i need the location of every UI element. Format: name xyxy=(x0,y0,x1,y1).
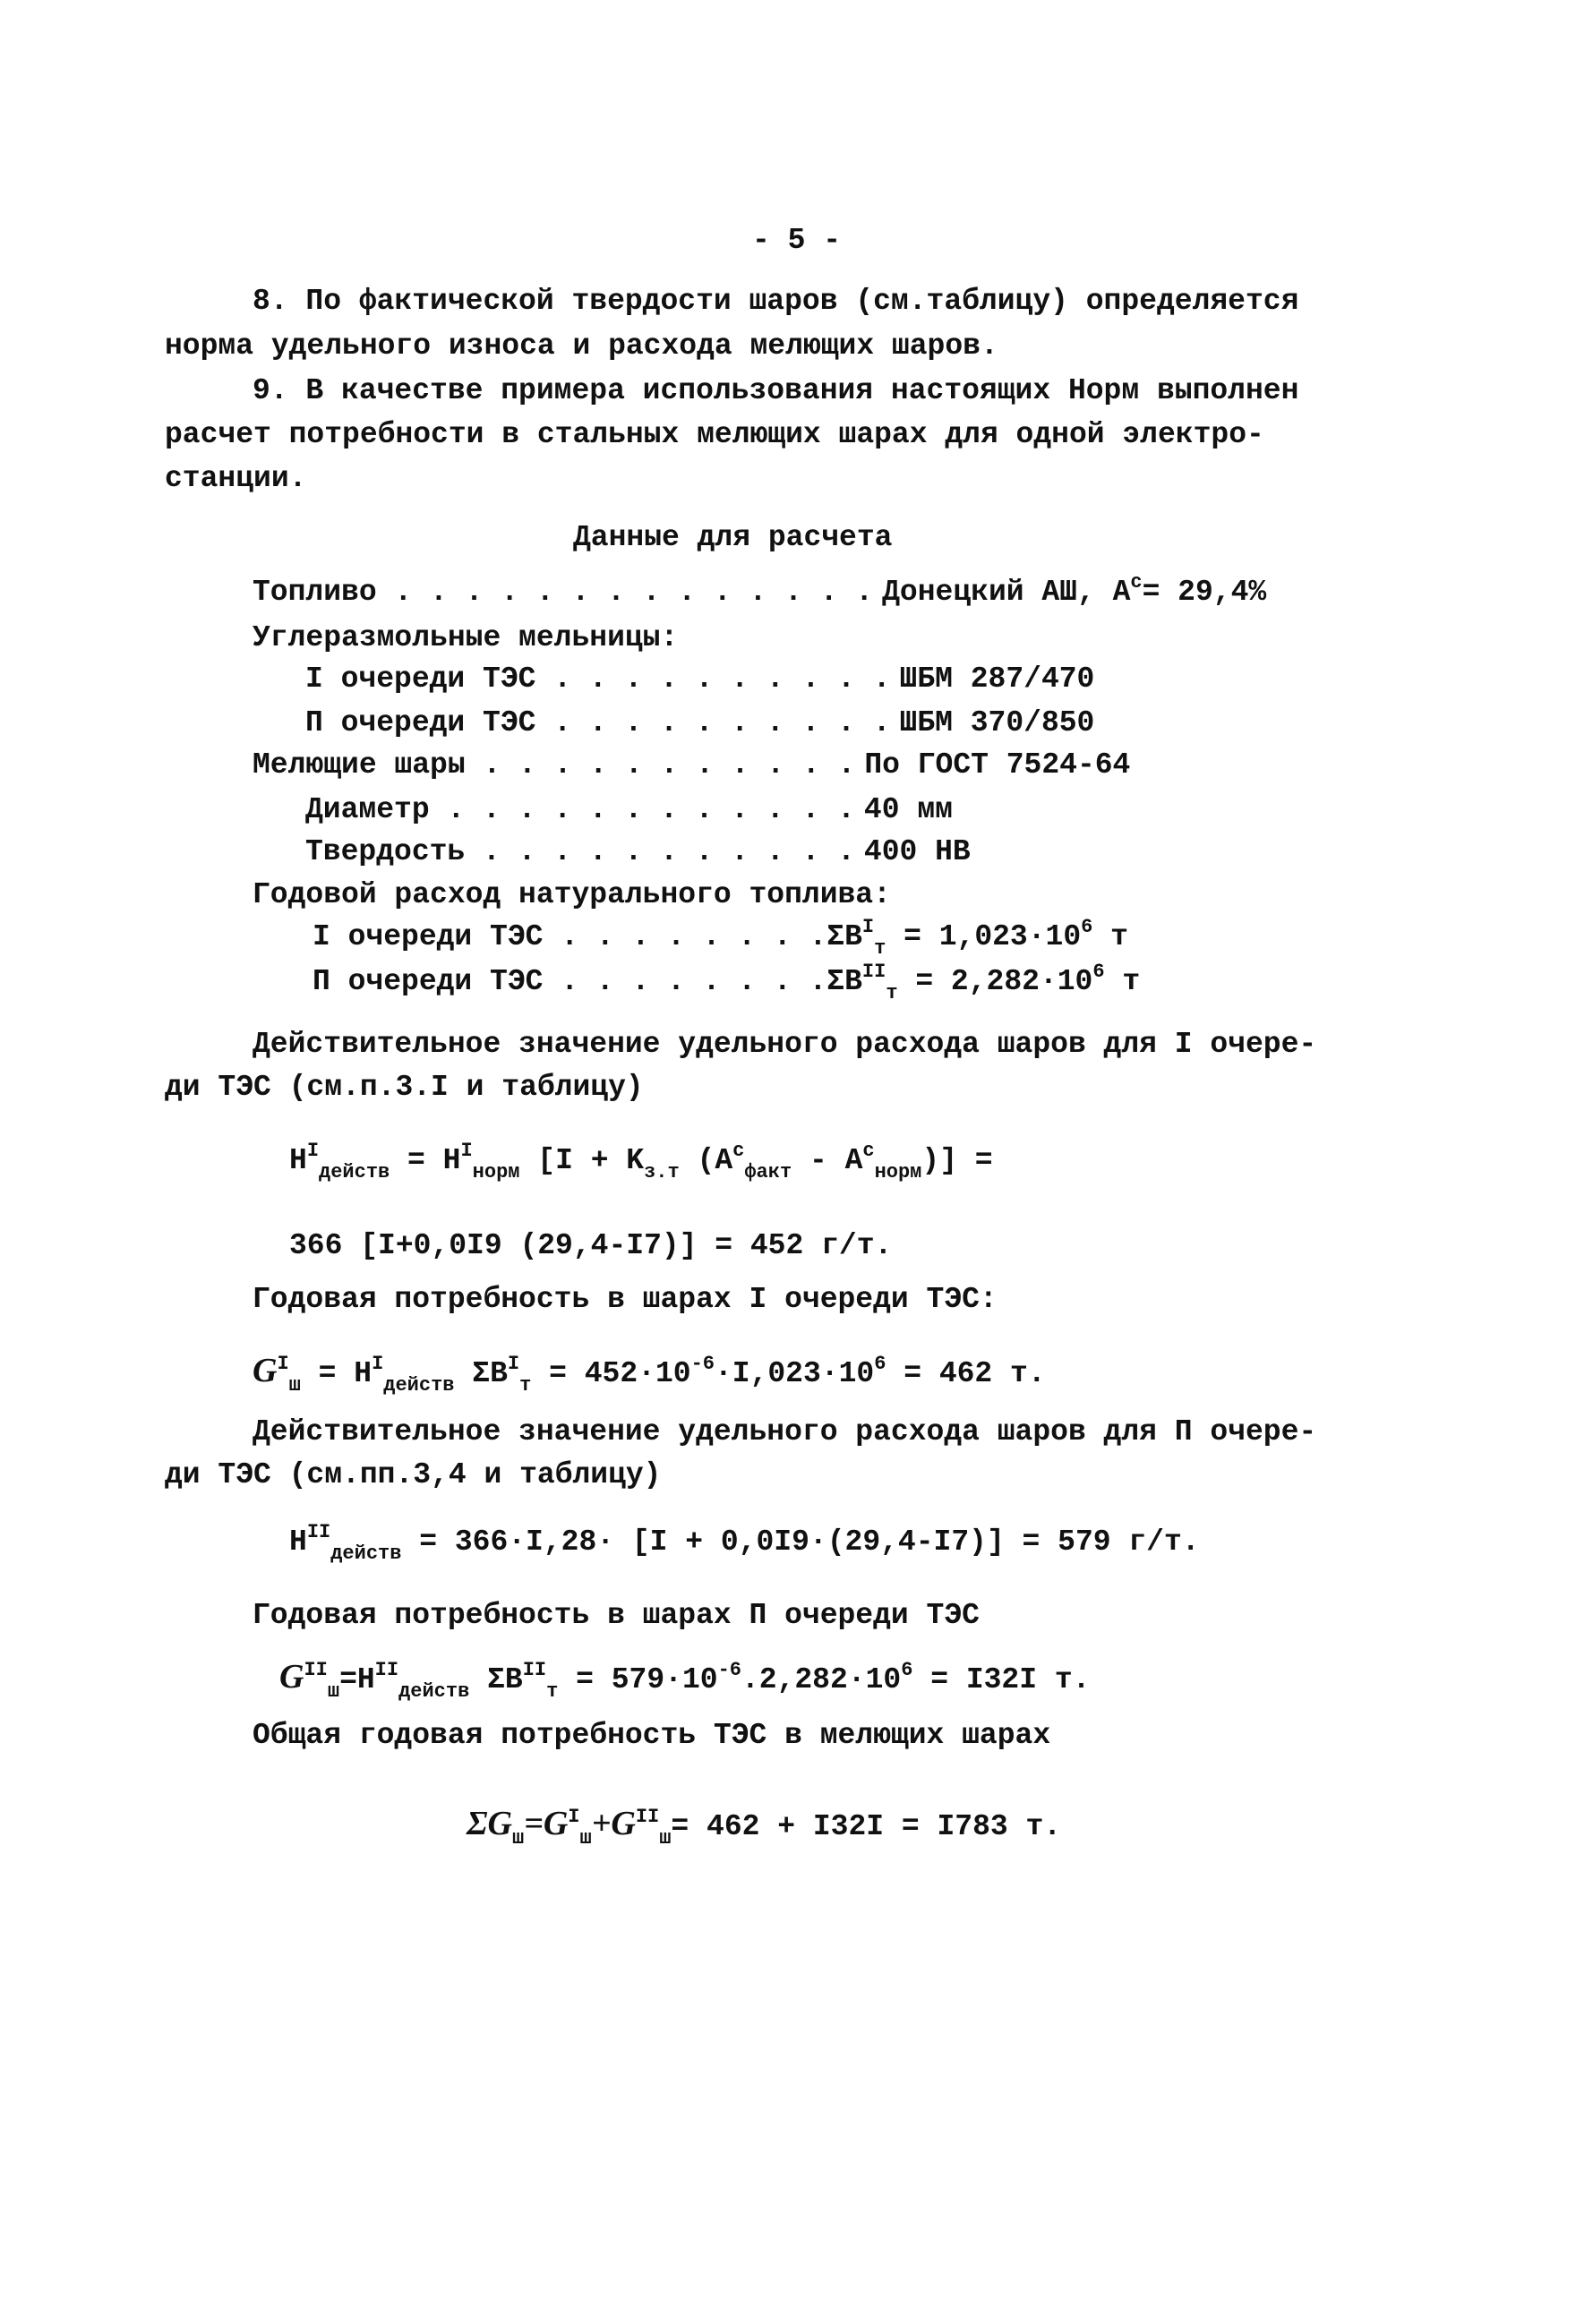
row-label: I очереди ТЭС . . . . . . . . xyxy=(313,920,827,953)
data-row-hardness xyxy=(305,837,971,867)
unit: т xyxy=(1092,920,1128,953)
row-label: Топливо . . . . . . . . . . . . . . xyxy=(253,576,874,609)
value: = 1,023·10 xyxy=(886,920,1082,953)
unit: т xyxy=(1104,965,1141,998)
f-h: H xyxy=(289,1525,307,1559)
calc1-formula xyxy=(289,1140,993,1183)
f-sup2: I xyxy=(568,1806,580,1828)
f-sub: действ xyxy=(330,1542,402,1565)
f-sup: I xyxy=(306,1140,320,1162)
f-sub3: т xyxy=(519,1374,532,1397)
sub: т xyxy=(874,937,886,960)
f-sup3: II xyxy=(635,1806,660,1828)
f-g: G xyxy=(253,1352,278,1389)
f-sub2: норм xyxy=(472,1161,520,1183)
paragraph-9-line-2: расчет потребности в стальных мелющих шарах для одной электро- xyxy=(165,418,1264,451)
f-eq: =G xyxy=(524,1805,569,1842)
f-sup3: I xyxy=(507,1353,520,1375)
calc1-need-label: Годовая потребность в шарах I очереди ТЭС: xyxy=(253,1283,998,1316)
data-row-mills-header: Углеразмольные мельницы: xyxy=(253,621,679,654)
f-sub4: факт xyxy=(744,1161,792,1183)
row-label: П очереди ТЭС . . . . . . . . . . xyxy=(305,706,891,739)
f-h2: H xyxy=(442,1144,461,1177)
f-sup: II xyxy=(304,1659,328,1681)
sup: II xyxy=(861,961,886,983)
row-value: 40 мм xyxy=(863,793,953,826)
calc2-formula xyxy=(289,1521,1200,1565)
value-sup: с xyxy=(1130,571,1143,594)
value-tail: = 29,4% xyxy=(1142,576,1267,609)
f-sub3: т xyxy=(546,1680,559,1703)
f-sub1: ш xyxy=(511,1827,525,1850)
sigma-b: ΣB xyxy=(826,965,862,998)
sup: I xyxy=(861,916,875,938)
calc1-intro-line-1: Действительное значение удельного расхода шаров для I очере- xyxy=(253,1028,1317,1061)
page-number: - 5 - xyxy=(751,224,842,257)
f-calc: = 579·10 xyxy=(558,1663,718,1696)
f-mid: =H xyxy=(339,1663,375,1696)
f-sup: II xyxy=(306,1521,331,1543)
data-row-consumption-1 xyxy=(313,916,1128,960)
f-sigma: ΣB xyxy=(454,1357,508,1390)
row-label: I очереди ТЭС . . . . . . . . . . xyxy=(305,662,891,696)
f-rest: [I + K xyxy=(519,1144,645,1177)
row-label: П очереди ТЭС . . . . . . . . xyxy=(313,965,827,998)
exponent: 6 xyxy=(1081,916,1093,938)
data-row-diameter xyxy=(305,795,953,825)
f-sub2: действ xyxy=(383,1374,455,1397)
data-row-mill-2 xyxy=(305,708,1094,738)
f-exp1: -6 xyxy=(717,1659,741,1681)
f-mid: = H xyxy=(300,1357,373,1390)
f-sub2: ш xyxy=(579,1827,592,1850)
f-paren: (A xyxy=(679,1144,733,1177)
f-g: G xyxy=(279,1658,304,1696)
f-rest: = 462 + I32I = I783 т. xyxy=(671,1810,1062,1843)
sub: т xyxy=(886,982,898,1004)
f-eq: = xyxy=(390,1144,443,1177)
row-label: Мелющие шары . . . . . . . . . . . xyxy=(253,748,856,782)
f-sup2: I xyxy=(372,1353,384,1375)
data-row-fuel xyxy=(253,571,1267,609)
f-sup: I xyxy=(277,1353,289,1375)
f-sup2: I xyxy=(460,1140,473,1162)
calc1-need-formula xyxy=(253,1352,1046,1397)
paragraph-9-line-3: станции. xyxy=(165,462,307,495)
row-value: ШБМ 370/850 xyxy=(899,706,1095,739)
f-sigma: ΣB xyxy=(469,1663,523,1696)
f-calc2: .2,282·10 xyxy=(741,1663,902,1696)
f-exp1: -6 xyxy=(690,1353,715,1375)
data-row-consumption-2 xyxy=(313,961,1141,1004)
calc1-intro-line-2: ди ТЭС (см.п.3.I и таблицу) xyxy=(165,1071,644,1104)
paragraph-9-line-1: 9. В качестве примера использования настоящих Норм выполнен xyxy=(253,374,1299,407)
data-row-fuel-consumption-header: Годовой расход натурального топлива: xyxy=(253,878,891,911)
f-sup3: с xyxy=(732,1140,745,1162)
f-sub3: з.т xyxy=(644,1161,680,1183)
row-value: ШБМ 287/470 xyxy=(899,662,1095,696)
paragraph-8-line-1: 8. По фактической твердости шаров (см.таблицу) определяется xyxy=(253,285,1299,318)
calc2-intro-line-1: Действительное значение удельного расхода шаров для П очере- xyxy=(253,1415,1317,1448)
row-label: Диаметр . . . . . . . . . . . . xyxy=(305,793,855,826)
data-row-mill-1 xyxy=(305,664,1094,694)
f-close: )] = xyxy=(921,1144,993,1177)
total-formula xyxy=(467,1805,1062,1850)
row-value: По ГОСТ 7524-64 xyxy=(864,748,1131,782)
value: = 2,282·10 xyxy=(897,965,1093,998)
calc1-numeric: 366 [I+0,0I9 (29,4-I7)] = 452 г/т. xyxy=(289,1229,893,1262)
f-sub2: действ xyxy=(398,1680,470,1703)
paragraph-8-line-2: норма удельного износа и расхода мелющих шаров. xyxy=(165,329,998,363)
f-minus: - A xyxy=(792,1144,863,1177)
f-result: = 462 т. xyxy=(886,1357,1046,1390)
sigma-b: ΣB xyxy=(826,920,862,953)
f-sub: действ xyxy=(319,1161,390,1183)
exponent: 6 xyxy=(1092,961,1105,983)
f-result: = I32I т. xyxy=(912,1663,1091,1696)
calc2-need-label: Годовая потребность в шарах П очереди ТЭС xyxy=(253,1599,980,1632)
f-plus: +G xyxy=(591,1805,636,1842)
row-value xyxy=(882,571,1267,609)
f-sigma-g: ΣG xyxy=(467,1805,512,1842)
f-sub5: норм xyxy=(874,1161,922,1183)
f-sub: ш xyxy=(327,1680,340,1703)
f-sup4: с xyxy=(862,1140,875,1162)
f-h: H xyxy=(289,1144,307,1177)
data-row-balls xyxy=(253,750,1130,780)
total-label: Общая годовая потребность ТЭС в мелющих шарах xyxy=(253,1719,1051,1752)
value-text: Донецкий АШ, А xyxy=(882,576,1131,609)
data-heading: Данные для расчета xyxy=(573,521,893,554)
calc2-need-formula xyxy=(279,1658,1091,1703)
f-sub: ш xyxy=(288,1374,301,1397)
f-exp2: 6 xyxy=(901,1659,913,1681)
f-calc: = 452·10 xyxy=(531,1357,691,1390)
f-sup2: II xyxy=(374,1659,399,1681)
f-sup3: II xyxy=(522,1659,547,1681)
row-value: 400 НВ xyxy=(863,835,971,868)
f-rest: = 366·I,28· [I + 0,0I9·(29,4-I7)] = 579 г/т. xyxy=(401,1525,1200,1559)
row-label: Твердость . . . . . . . . . . . xyxy=(305,835,855,868)
f-exp2: 6 xyxy=(874,1353,886,1375)
f-calc2: ·I,023·10 xyxy=(714,1357,875,1390)
f-sub3: ш xyxy=(659,1827,672,1850)
calc2-intro-line-2: ди ТЭС (см.пп.3,4 и таблицу) xyxy=(165,1458,662,1491)
